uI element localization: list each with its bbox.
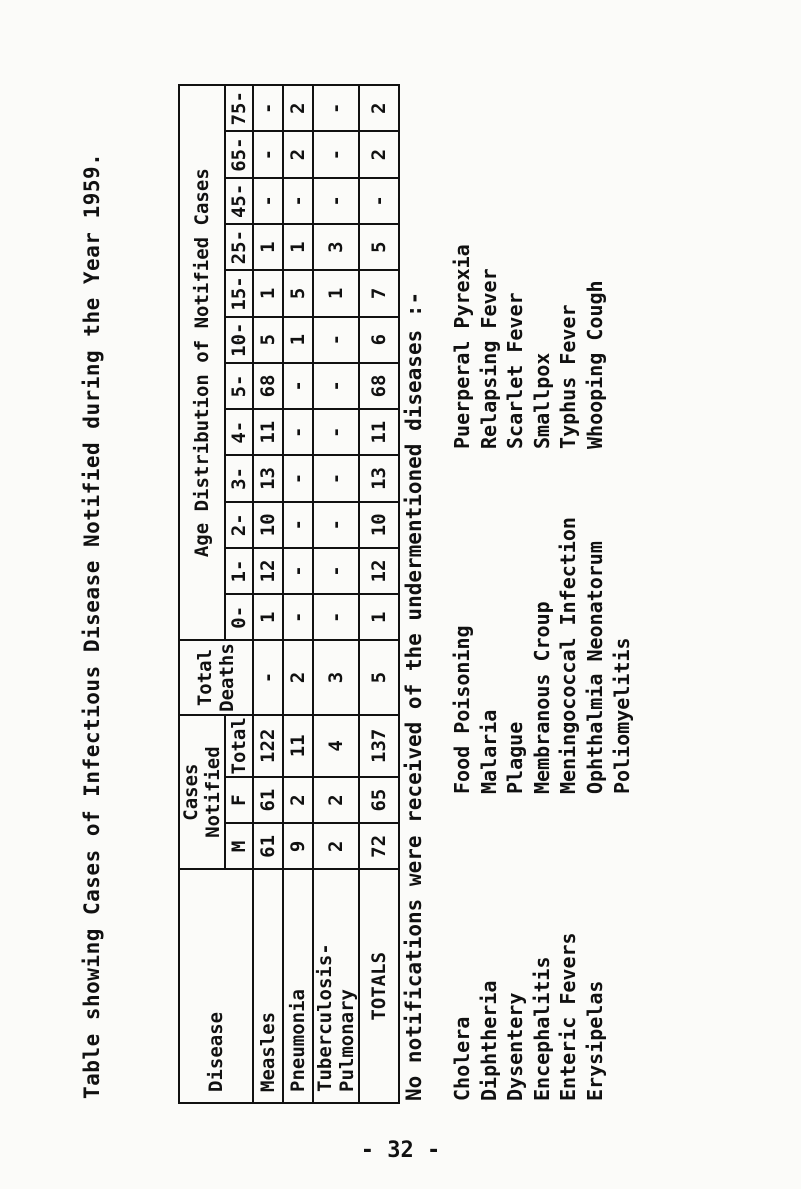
cell-total: 137 xyxy=(359,715,399,777)
total-header: Total xyxy=(225,715,253,777)
cell-age: - xyxy=(313,131,359,177)
age-distribution-header: Age Distribution of Notified Cases xyxy=(179,85,225,640)
f-header: F xyxy=(225,777,253,823)
cell-age: 7 xyxy=(359,270,399,316)
cell-m: 2 xyxy=(313,823,359,869)
cell-age: - xyxy=(283,178,313,224)
cell-total: 4 xyxy=(313,715,359,777)
cell-age: 1 xyxy=(253,594,283,640)
list-item: Cholera xyxy=(450,1016,474,1101)
list-item: Diphtheria xyxy=(476,980,501,1101)
page-title: Table showing Cases of Infectious Disease Notified during the Year 1959. xyxy=(80,152,104,1099)
m-header: M xyxy=(225,823,253,869)
age-header: 75- xyxy=(225,85,253,131)
cell-age: - xyxy=(253,178,283,224)
list-item: Scarlet Fever xyxy=(503,292,528,449)
age-header: 3- xyxy=(225,455,253,501)
age-header: 10- xyxy=(225,317,253,363)
list-item: Erysipelas xyxy=(582,980,607,1101)
cell-age: - xyxy=(313,363,359,409)
totals-row xyxy=(359,85,399,1103)
cell-age: 1 xyxy=(283,317,313,363)
cell-age: 1 xyxy=(313,270,359,316)
age-header: 25- xyxy=(225,224,253,270)
cell-deaths: - xyxy=(253,640,283,714)
cell-age: 2 xyxy=(283,131,313,177)
cell-age: 2 xyxy=(359,131,399,177)
cell-age: 11 xyxy=(359,409,399,455)
age-header: 45- xyxy=(225,178,253,224)
age-header: 4- xyxy=(225,409,253,455)
table-row xyxy=(283,85,313,1103)
no-notifications-heading: No notifications were received of the undermentioned diseases :- xyxy=(402,291,426,1101)
total-deaths-header: Total Deaths xyxy=(179,640,253,714)
list-item: Membranous Croup xyxy=(529,601,554,794)
totals-label: TOTALS xyxy=(359,870,399,1104)
cell-age: 68 xyxy=(253,363,283,409)
cell-f: 61 xyxy=(253,777,283,823)
list-item: Enteric Fevers xyxy=(556,932,581,1101)
cell-age: - xyxy=(253,85,283,131)
cell-age: 1 xyxy=(253,270,283,316)
cell-age: - xyxy=(253,131,283,177)
list-item: Typhus Fever xyxy=(556,304,581,449)
disease-table xyxy=(178,84,400,1104)
cell-m: 61 xyxy=(253,823,283,869)
cell-age: - xyxy=(313,548,359,594)
cell-age: 1 xyxy=(253,224,283,270)
cell-m: 72 xyxy=(359,823,399,869)
cell-age: - xyxy=(283,363,313,409)
cell-deaths: 3 xyxy=(313,640,359,714)
cell-age: - xyxy=(313,455,359,501)
cell-age: - xyxy=(283,548,313,594)
table-row xyxy=(313,85,359,1103)
list-item: Food Poisoning xyxy=(450,625,474,794)
cell-f: 65 xyxy=(359,777,399,823)
cell-age: 2 xyxy=(283,85,313,131)
table-row xyxy=(253,85,283,1103)
cell-age: 13 xyxy=(253,455,283,501)
age-header: 2- xyxy=(225,502,253,548)
list-item: Poliomyelitis xyxy=(609,637,634,794)
list-item: Smallpox xyxy=(529,352,554,449)
cell-age: - xyxy=(313,409,359,455)
list-item: Whooping Cough xyxy=(582,280,607,449)
cell-total: 122 xyxy=(253,715,283,777)
page-number: - 32 - xyxy=(360,1138,441,1163)
cell-age: - xyxy=(359,178,399,224)
cell-f: 2 xyxy=(283,777,313,823)
cell-age: - xyxy=(283,594,313,640)
cell-age: 12 xyxy=(359,548,399,594)
cell-age: - xyxy=(283,455,313,501)
disease-list-col3 xyxy=(449,244,609,449)
age-header: 5- xyxy=(225,363,253,409)
cell-age: - xyxy=(283,502,313,548)
cell-age: - xyxy=(313,178,359,224)
list-item: Dysentery xyxy=(503,992,528,1101)
cell-age: 10 xyxy=(253,502,283,548)
cases-notified-header: Cases Notified xyxy=(179,715,225,870)
cell-age: 5 xyxy=(253,317,283,363)
cell-f: 2 xyxy=(313,777,359,823)
cell-age: - xyxy=(313,502,359,548)
cell-age: - xyxy=(313,85,359,131)
cell-total: 11 xyxy=(283,715,313,777)
disease-name: Pneumonia xyxy=(283,870,313,1104)
cell-age: 5 xyxy=(359,224,399,270)
cell-age: 13 xyxy=(359,455,399,501)
cell-age: 68 xyxy=(359,363,399,409)
cell-age: 2 xyxy=(359,85,399,131)
list-item: Encephalitis xyxy=(529,956,554,1101)
cell-deaths: 2 xyxy=(283,640,313,714)
cell-age: 3 xyxy=(313,224,359,270)
cell-age: 10 xyxy=(359,502,399,548)
disease-list-col1 xyxy=(449,932,609,1101)
cell-age: 12 xyxy=(253,548,283,594)
cell-age: - xyxy=(283,409,313,455)
age-header: 65- xyxy=(225,131,253,177)
cell-age: 1 xyxy=(359,594,399,640)
disease-header: Disease xyxy=(179,870,253,1104)
cell-deaths: 5 xyxy=(359,640,399,714)
age-header: 1- xyxy=(225,548,253,594)
age-header: 0- xyxy=(225,594,253,640)
list-item: Ophthalmia Neonatorum xyxy=(582,541,607,794)
disease-name: Measles xyxy=(253,870,283,1104)
cell-age: - xyxy=(313,594,359,640)
disease-list-col2 xyxy=(449,517,635,794)
cell-age: 5 xyxy=(283,270,313,316)
cell-age: - xyxy=(313,317,359,363)
list-item: Relapsing Fever xyxy=(476,268,501,449)
cell-age: 1 xyxy=(283,224,313,270)
list-item: Malaria xyxy=(476,709,501,794)
disease-name: Tuberculosis-Pulmonary xyxy=(313,870,359,1104)
list-item: Puerperal Pyrexia xyxy=(450,244,474,449)
cell-age: 6 xyxy=(359,317,399,363)
cell-m: 9 xyxy=(283,823,313,869)
list-item: Plague xyxy=(503,721,528,794)
cell-age: 11 xyxy=(253,409,283,455)
list-item: Meningococcal Infection xyxy=(556,517,581,794)
age-header: 15- xyxy=(225,270,253,316)
